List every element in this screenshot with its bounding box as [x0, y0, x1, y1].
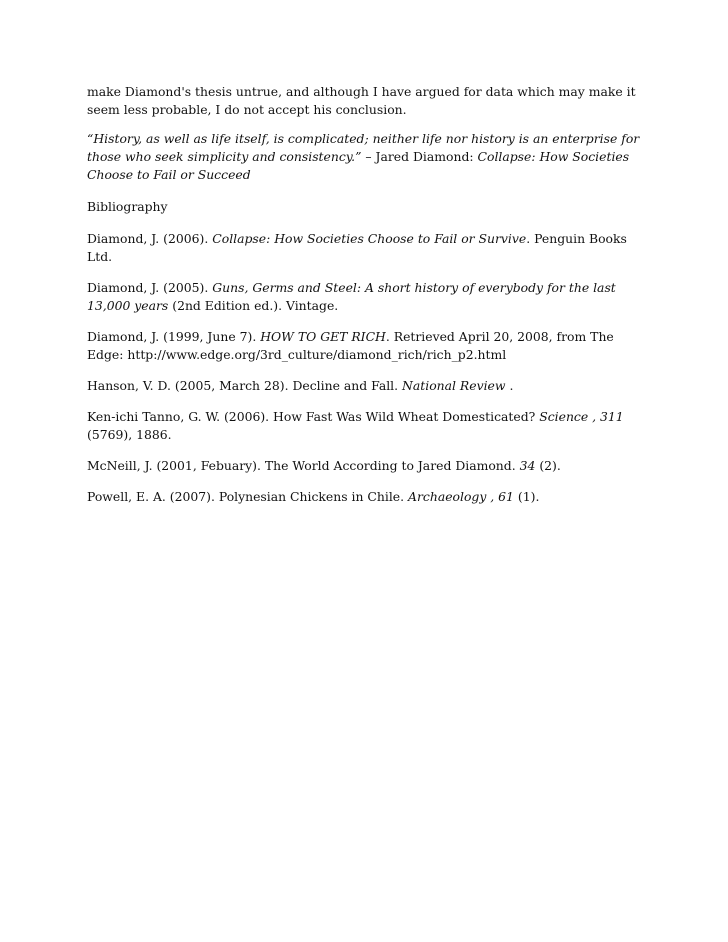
entry-author-date: Diamond, J. (1999, June 7). [87, 329, 261, 344]
entry-issue: (2). [535, 458, 561, 473]
entry-author-date-title: Ken-ichi Tanno, G. W. (2006). How Fast Was Wild Wheat Domesticated? [87, 409, 540, 424]
entry-journal-volume: Archaeology , 61 [408, 489, 514, 504]
bibliography-entry [87, 377, 647, 395]
body-paragraph: make Diamond's thesis untrue, and although I have argued for data which may make it seem less probable, I do not accept his conclusion. [87, 84, 636, 117]
entry-author-date-title: McNeill, J. (2001, Febuary). The World According to Jared Diamond. [87, 458, 520, 473]
quote-attribution: – Jared Diamond: [361, 149, 478, 164]
entry-volume: 34 [519, 458, 536, 473]
entry-author-date: Diamond, J. (2006). [87, 231, 213, 246]
entry-title: Collapse: How Societies Choose to Fail or Survive [212, 231, 527, 246]
bibliography-entry [87, 230, 647, 266]
bibliography-entry [87, 457, 647, 475]
entry-publisher: . Penguin Books Ltd. [87, 231, 627, 264]
document-page [87, 83, 647, 519]
bibliography-heading: Bibliography [87, 199, 168, 214]
entry-issue: (1). [513, 489, 540, 504]
bibliography-entry [87, 408, 647, 444]
entry-author-date-title: Powell, E. A. (2007). Polynesian Chickens in Chile. [87, 489, 409, 504]
entry-end: . [505, 378, 514, 393]
entry-journal-volume: Science , 311 [539, 409, 624, 424]
bibliography-entry [87, 279, 647, 315]
entry-publisher: (2nd Edition ed.). Vintage. [168, 298, 339, 313]
quote-text: “History, as well as life itself, is complicated; neither life nor history is an enterprise for those who seek simplicity and consistency.” [87, 131, 640, 164]
entry-issue-page: (5769), 1886. [87, 427, 172, 442]
entry-title: Guns, Germs and Steel: A short history of everybody for the last 13,000 years [87, 280, 616, 313]
quote-book-title: Collapse: How Societies Choose to Fail or Succeed [87, 149, 630, 182]
entry-source-url: . Retrieved April 20, 2008, from The Edge: http://www.edge.org/3rd_culture/diamond_rich/rich_p2.html [87, 329, 614, 362]
bibliography-list [87, 230, 647, 506]
entry-title: HOW TO GET RICH [260, 329, 386, 344]
entry-journal: National Review [402, 378, 506, 393]
bibliography-entry [87, 488, 647, 506]
entry-author-date: Diamond, J. (2005). [87, 280, 213, 295]
bibliography-entry [87, 328, 647, 364]
entry-author-date-title: Hanson, V. D. (2005, March 28). Decline and Fall. [87, 378, 403, 393]
closing-quote [87, 130, 647, 184]
